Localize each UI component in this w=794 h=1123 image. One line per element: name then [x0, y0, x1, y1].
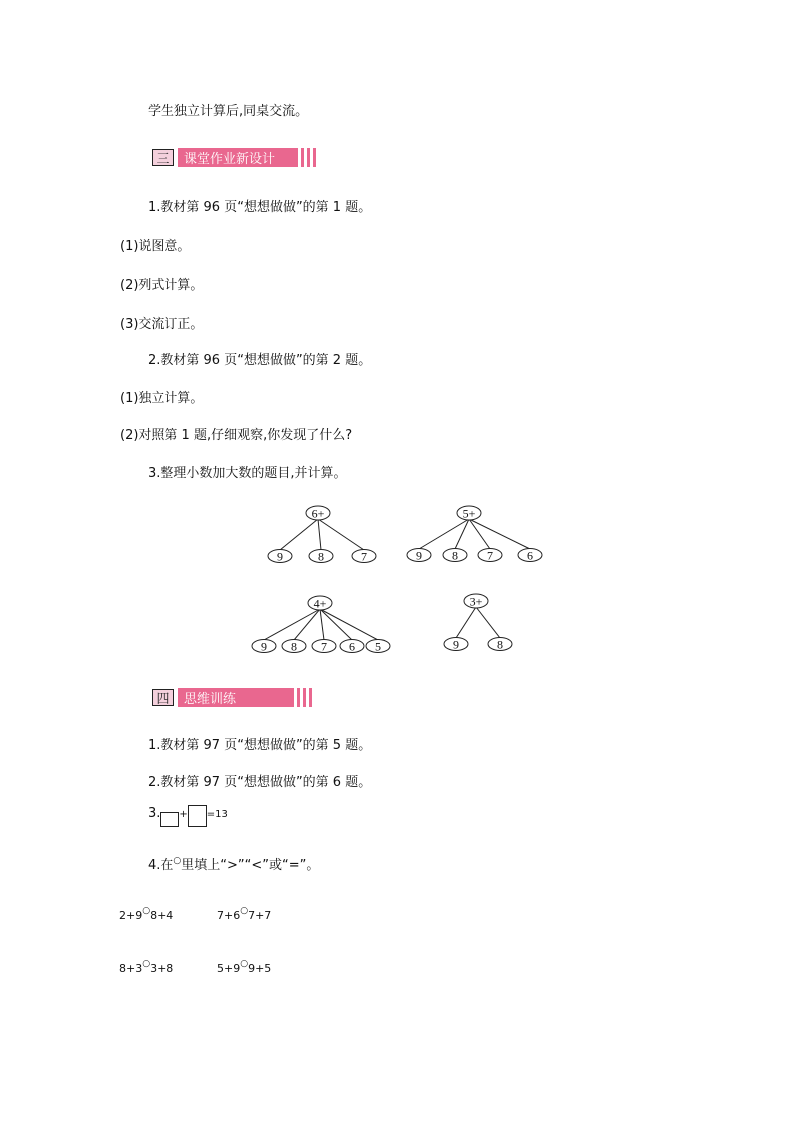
- tree-leaf-label: 5: [375, 639, 381, 654]
- header-stripe: [301, 148, 304, 167]
- tree-leaf-label: 7: [487, 548, 493, 563]
- tree-leaf-label: 9: [416, 548, 422, 563]
- compare-row: [119, 908, 173, 925]
- intro-line: 学生独立计算后,同桌交流。: [148, 104, 309, 119]
- compare-circle-icon[interactable]: ○: [142, 906, 151, 916]
- tree-leaf-label: 8: [497, 637, 503, 652]
- s3-item-2-1: (1)独立计算。: [120, 391, 204, 406]
- s4-item-1: 1.教材第 97 页“想想做做”的第 5 题。: [148, 738, 372, 753]
- section-number-3: 三: [152, 149, 174, 166]
- tree-branch: [320, 609, 324, 640]
- tree-branch: [469, 519, 490, 549]
- tree-leaf-label: 7: [321, 639, 327, 654]
- section-header-3: [152, 148, 316, 167]
- s3-item-2: 2.教材第 96 页“想想做做”的第 2 题。: [148, 353, 372, 368]
- s4-item-4: [148, 858, 319, 875]
- compare-left: 5+9: [217, 962, 241, 975]
- s3-item-1-3: (3)交流订正。: [120, 317, 204, 332]
- compare-circle-icon[interactable]: ○: [142, 959, 151, 969]
- section-header-4: [152, 688, 312, 707]
- tree-leaf-label: 6: [527, 548, 533, 563]
- item3-plus: +: [179, 809, 188, 820]
- tree-branch: [469, 519, 530, 549]
- tree-branch: [320, 609, 352, 640]
- header-stripe: [297, 688, 300, 707]
- compare-left: 8+3: [119, 962, 143, 975]
- tree-root-label: 4+: [313, 596, 327, 611]
- compare-right: 9+5: [248, 962, 272, 975]
- s3-item-3: 3.整理小数加大数的题目,并计算。: [148, 466, 347, 481]
- answer-box[interactable]: [188, 805, 207, 827]
- tree-branch: [318, 519, 321, 550]
- compare-left: 7+6: [217, 909, 241, 922]
- tree-branch: [294, 609, 320, 640]
- tree-leaf-label: 9: [261, 639, 267, 654]
- section-title-3: 课堂作业新设计: [178, 148, 298, 167]
- compare-row: [119, 961, 173, 978]
- tree-branch: [280, 519, 318, 550]
- tree-root-label: 6+: [311, 506, 325, 521]
- tree-branch: [476, 607, 500, 638]
- item4-suffix: 里填上“>”“<”或“=”。: [181, 858, 320, 873]
- s4-item-2: 2.教材第 97 页“想想做做”的第 6 题。: [148, 775, 372, 790]
- s3-item-1-2: (2)列式计算。: [120, 278, 204, 293]
- section-number-4: 四: [152, 689, 174, 706]
- s4-item-3: [148, 802, 228, 827]
- tree-leaf-label: 7: [361, 549, 367, 564]
- compare-row: [217, 908, 271, 925]
- tree-root-label: 5+: [462, 506, 476, 521]
- header-stripe: [307, 148, 310, 167]
- header-stripe: [303, 688, 306, 707]
- item4-prefix: 4.在: [148, 858, 174, 873]
- header-stripe: [313, 148, 316, 167]
- tree-leaf-label: 9: [453, 637, 459, 652]
- compare-right: 8+4: [150, 909, 174, 922]
- tree-leaf-label: 8: [291, 639, 297, 654]
- compare-circle-icon[interactable]: ○: [240, 959, 249, 969]
- compare-right: 3+8: [150, 962, 174, 975]
- item3-result: =13: [206, 809, 228, 820]
- tree-leaf-label: 6: [349, 639, 355, 654]
- tree-leaf-label: 8: [318, 549, 324, 564]
- compare-row: [217, 961, 271, 978]
- compare-circle-icon[interactable]: ○: [240, 906, 249, 916]
- tree-branch: [456, 607, 476, 638]
- circle-icon: ○: [173, 856, 182, 866]
- item3-prefix: 3.: [148, 806, 161, 821]
- tree-branch: [264, 609, 320, 640]
- compare-left: 2+9: [119, 909, 143, 922]
- s3-item-1-1: (1)说图意。: [120, 239, 191, 254]
- tree-leaf-label: 9: [277, 549, 283, 564]
- decomposition-trees: [0, 496, 794, 666]
- section-title-4: 思维训练: [178, 688, 294, 707]
- answer-box[interactable]: [160, 812, 179, 827]
- s3-item-2-2: (2)对照第 1 题,仔细观察,你发现了什么?: [120, 428, 353, 443]
- tree-root-label: 3+: [469, 594, 483, 609]
- header-stripe: [309, 688, 312, 707]
- tree-branch: [318, 519, 364, 550]
- tree-leaf-label: 8: [452, 548, 458, 563]
- tree-branch: [320, 609, 378, 640]
- compare-right: 7+7: [248, 909, 272, 922]
- s3-item-1: 1.教材第 96 页“想想做做”的第 1 题。: [148, 200, 372, 215]
